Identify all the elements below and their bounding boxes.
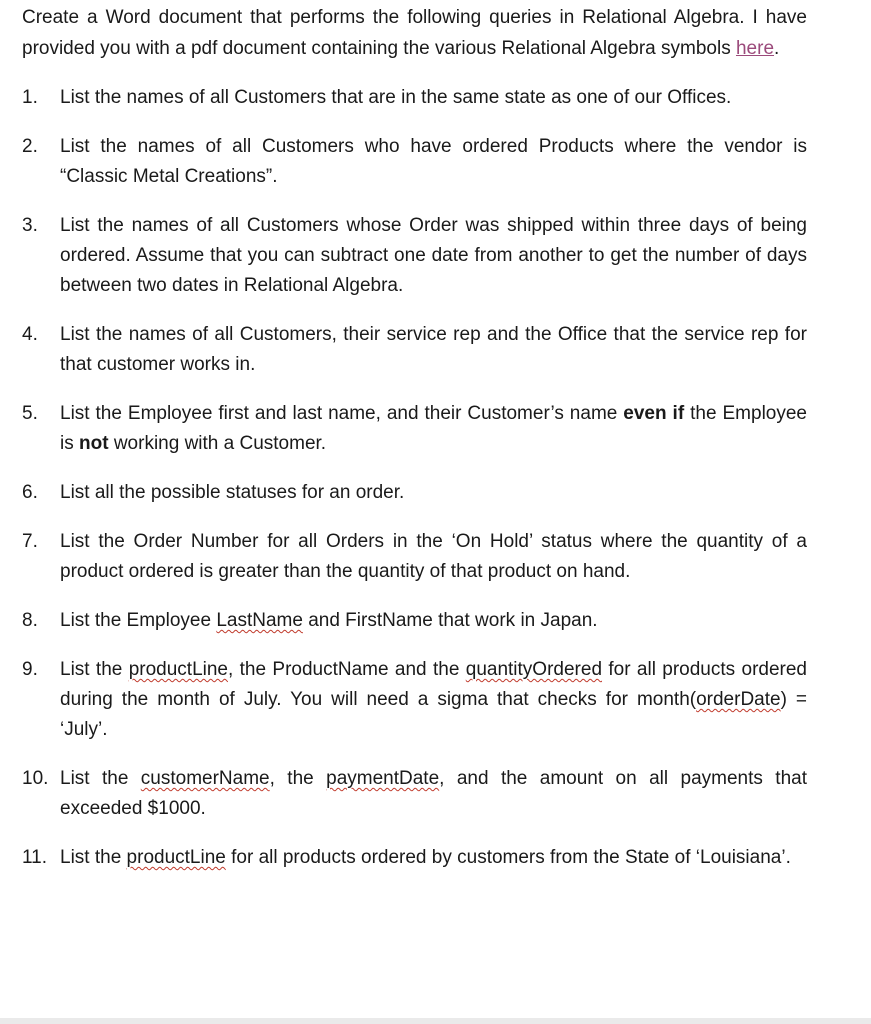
text-run: and FirstName that work in Japan. bbox=[302, 610, 598, 631]
item-number: 8. bbox=[22, 610, 38, 631]
list-item bbox=[22, 132, 807, 192]
intro-end: . bbox=[774, 38, 780, 59]
list-item bbox=[22, 843, 807, 873]
list-item bbox=[22, 211, 807, 301]
item-number: 2. bbox=[22, 136, 38, 157]
list-item bbox=[22, 399, 807, 459]
bold-text: not bbox=[79, 433, 109, 454]
text-run: for all products ordered by customers from the State of ‘Louisiana’. bbox=[225, 847, 791, 868]
query-list bbox=[22, 83, 807, 873]
item-text: List the names of all Customers that are in the same state as one of our Offices. bbox=[60, 87, 732, 108]
spellcheck-word: LastName bbox=[216, 610, 303, 631]
list-item bbox=[22, 320, 807, 380]
list-item bbox=[22, 83, 807, 113]
item-number: 5. bbox=[22, 403, 38, 424]
text-run: List the Employee bbox=[60, 610, 217, 631]
item-text bbox=[60, 606, 807, 636]
page-bottom-edge bbox=[0, 1018, 871, 1024]
list-item bbox=[22, 527, 807, 587]
symbols-pdf-link[interactable]: here bbox=[735, 38, 775, 59]
item-number: 3. bbox=[22, 215, 38, 236]
list-item bbox=[22, 764, 807, 824]
item-text bbox=[60, 399, 807, 459]
bold-text: even if bbox=[623, 403, 685, 424]
item-number: 9. bbox=[22, 659, 38, 680]
item-number: 6. bbox=[22, 482, 38, 503]
item-text: List the names of all Customers whose Order was shipped within three days of being ordered. Assume that you can subtract one date from another to get the number of days between two dates in Relational Algebra. bbox=[60, 215, 807, 296]
text-run: , and the amount on all payments that exceeded $1000. bbox=[60, 768, 807, 819]
list-item bbox=[22, 606, 807, 636]
item-number: 7. bbox=[22, 531, 38, 552]
item-text: List the names of all Customers, their service rep and the Office that the service rep for that customer works in. bbox=[60, 324, 807, 375]
text-run: the Employee is bbox=[60, 403, 807, 454]
text-run: , the ProductName and the bbox=[228, 659, 466, 680]
spellcheck-word: productLine bbox=[128, 659, 228, 680]
spellcheck-word: quantityOrdered bbox=[465, 659, 603, 680]
item-number: 1. bbox=[22, 87, 38, 108]
text-run: for all products ordered during the month of July. You will need a sigma that checks for month( bbox=[60, 659, 807, 710]
spellcheck-word: productLine bbox=[126, 847, 226, 868]
text-run: working with a Customer. bbox=[108, 433, 327, 454]
item-number: 10. bbox=[22, 768, 49, 789]
item-text bbox=[60, 655, 807, 745]
list-item bbox=[22, 655, 807, 745]
spellcheck-word: customerName bbox=[140, 768, 270, 789]
item-text: List all the possible statuses for an order. bbox=[60, 482, 405, 503]
item-text bbox=[60, 764, 807, 824]
text-run: List the bbox=[60, 768, 141, 789]
item-text: List the Order Number for all Orders in the ‘On Hold’ status where the quantity of a product ordered is greater than the quantity of that product on hand. bbox=[60, 531, 807, 582]
text-run: List the Employee first and last name, and their Customer’s name bbox=[60, 403, 624, 424]
item-text: List the names of all Customers who have ordered Products where the vendor is “Classic Metal Creations”. bbox=[60, 136, 807, 187]
text-run: , the bbox=[269, 768, 327, 789]
intro-paragraph bbox=[22, 2, 807, 64]
item-number: 11. bbox=[22, 847, 48, 868]
item-number: 4. bbox=[22, 324, 38, 345]
list-item bbox=[22, 478, 807, 508]
spellcheck-word: orderDate bbox=[696, 689, 781, 710]
text-run: List the bbox=[60, 847, 127, 868]
spellcheck-word: paymentDate bbox=[326, 768, 440, 789]
text-run: ) = ‘July’. bbox=[60, 689, 808, 740]
intro-text: Create a Word document that performs the following queries in Relational Algebra. I have provided you with a pdf document containing the various Relational Algebra symbols bbox=[22, 7, 807, 59]
item-text bbox=[60, 843, 807, 873]
text-run: List the bbox=[60, 659, 129, 680]
